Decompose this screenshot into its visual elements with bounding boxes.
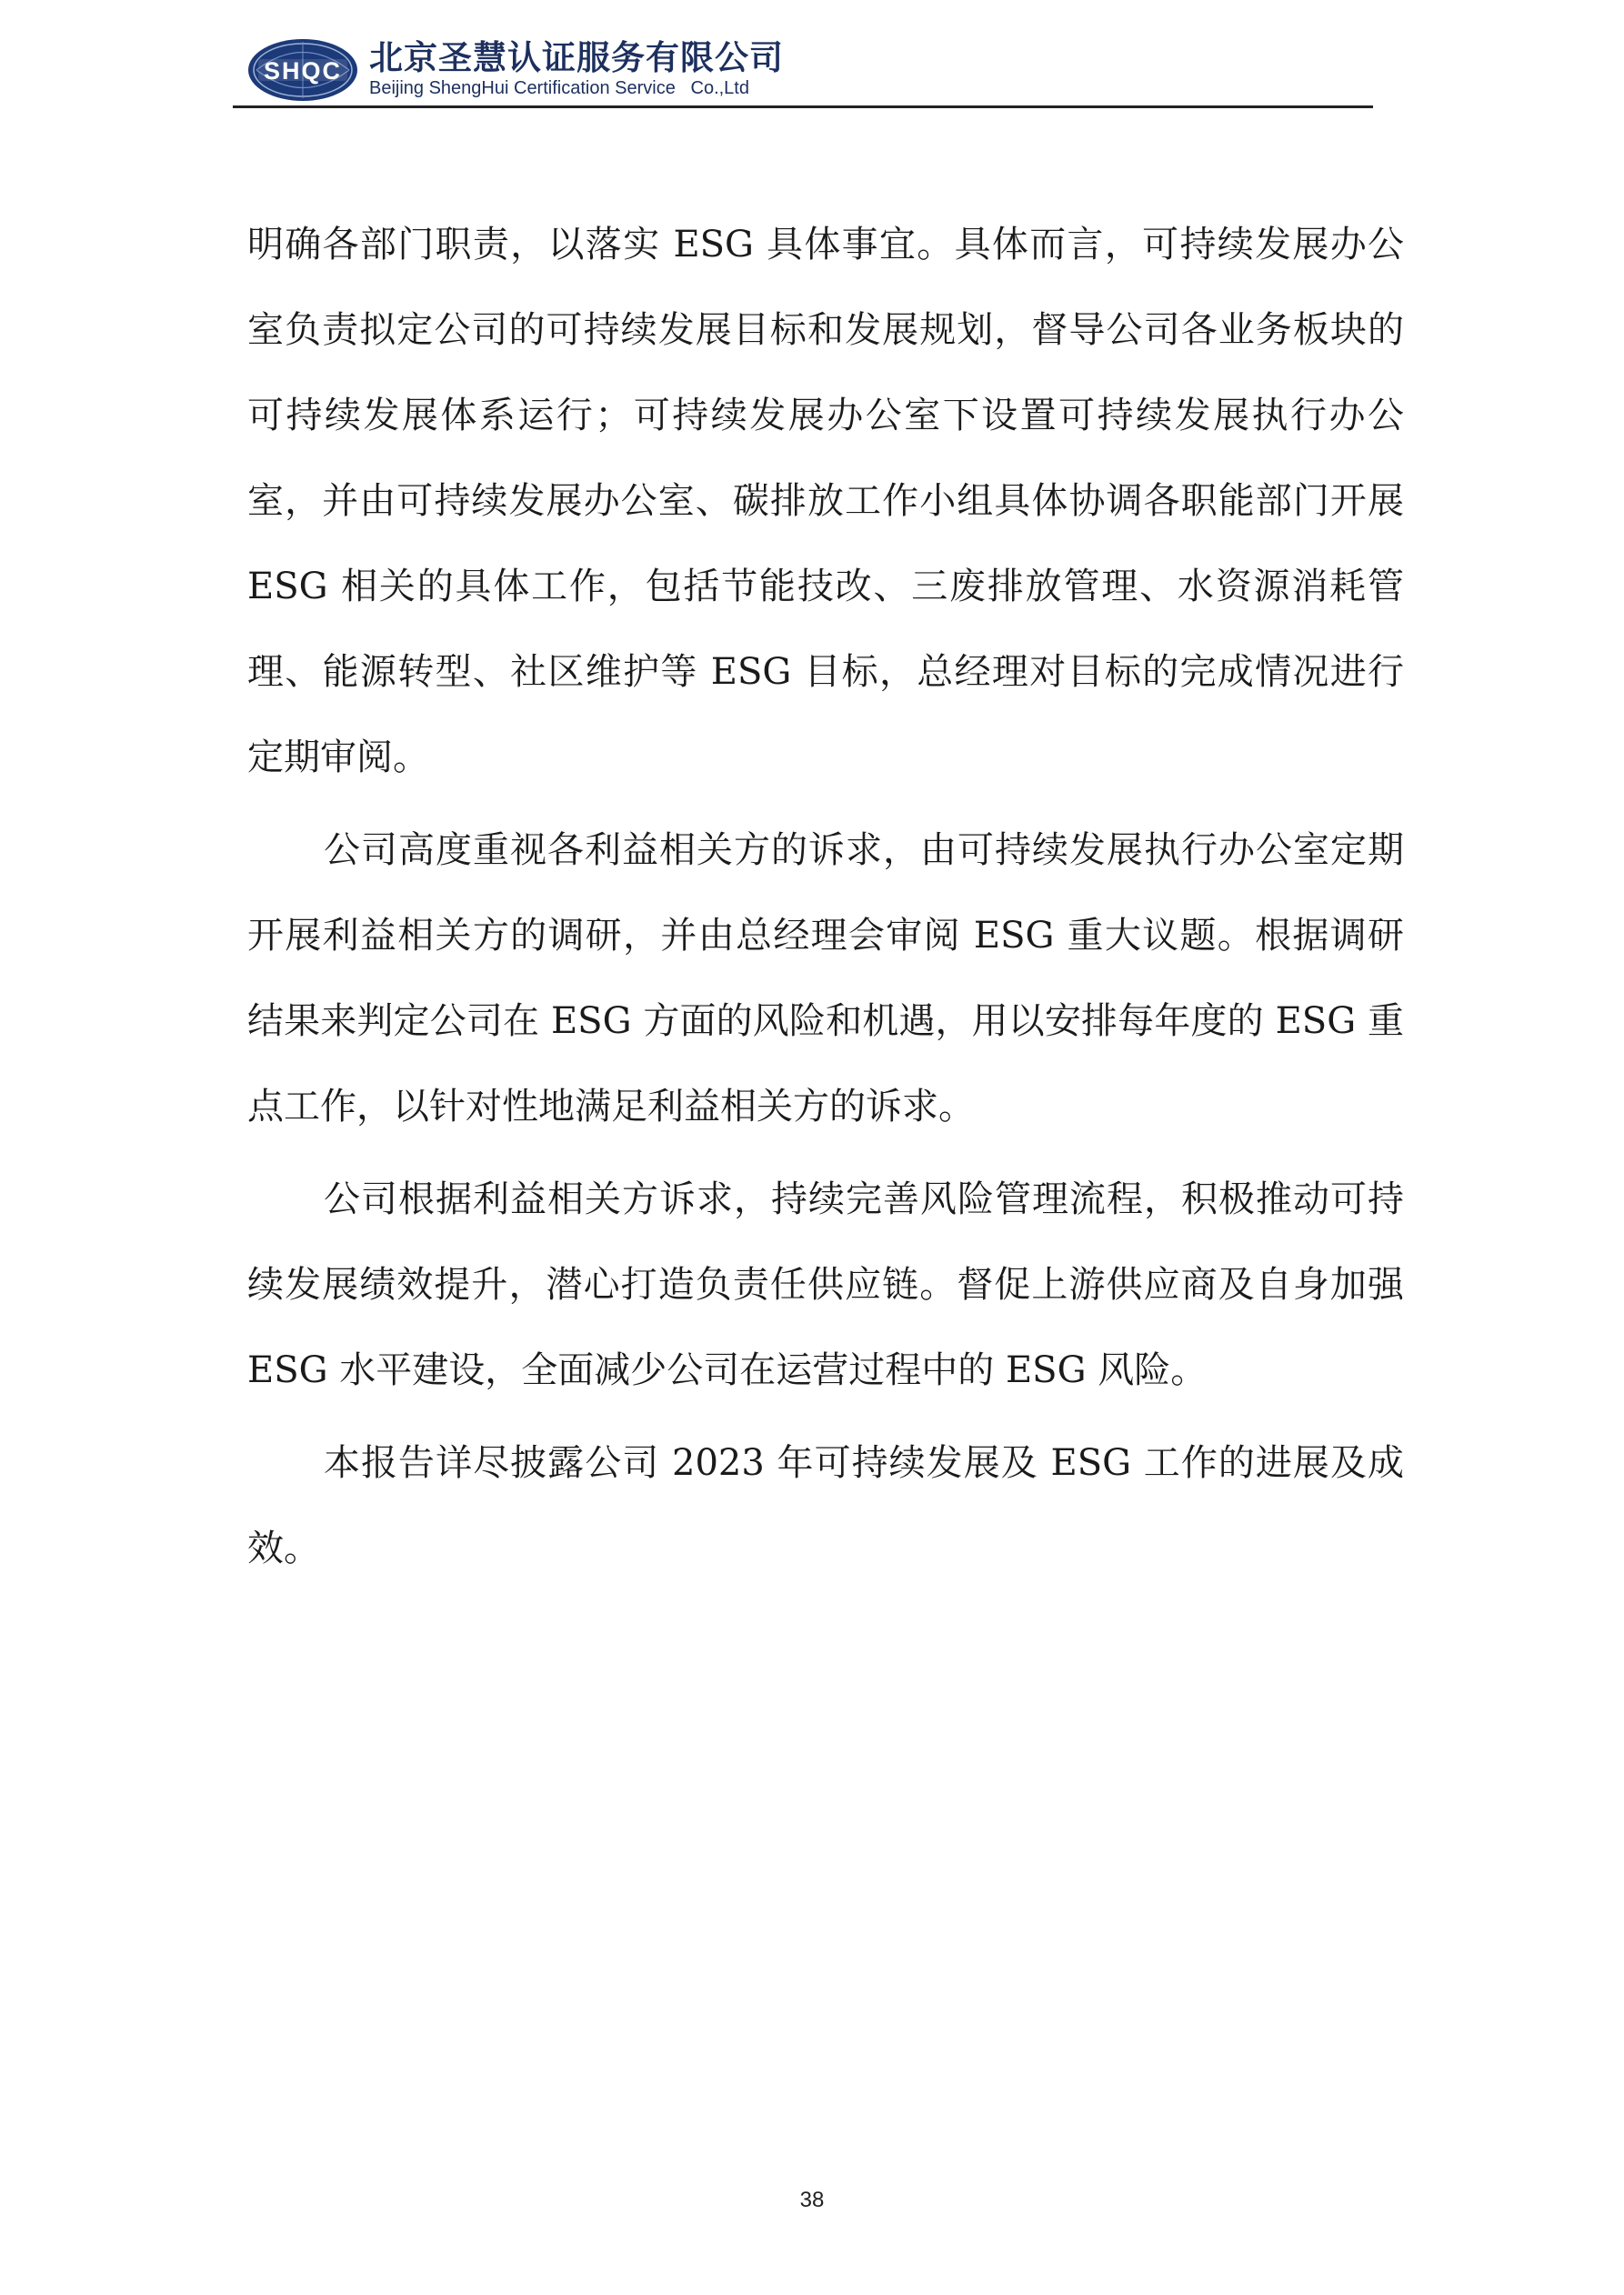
page-number: 38 xyxy=(799,2188,825,2212)
shqc-logo-icon xyxy=(246,36,360,104)
company-name-cn: 北京圣慧认证服务有限公司 xyxy=(369,38,784,77)
company-name-block xyxy=(369,38,784,98)
header-divider xyxy=(233,105,1373,108)
paragraph-1: 明确各部门职责，以落实 ESG 具体事宜。具体而言，可持续发展办公室负责拟定公司的可持续发展目标和发展规划，督导公司各业务板块的可持续发展体系运行；可持续发展办公室下设置可持续发展执行办公室，并由可持续发展办公室、碳排放工作小组具体协调各职能部门开展 ESG 相关的具体工作，包括节能技改、三废排放管理、水资源消耗管理、能源转型、社区维护等 ESG 目标，总经理对目标的完成情况进行定期审阅。 xyxy=(247,224,1404,778)
company-name-en: Beijing ShengHui Certification Service Co.,Ltd xyxy=(369,78,749,98)
page-body xyxy=(247,202,1404,1598)
page-header xyxy=(233,33,1373,107)
svg-text:SHQC: SHQC xyxy=(263,57,343,85)
paragraph-2: 公司高度重视各利益相关方的诉求，由可持续发展执行办公室定期开展利益相关方的调研，并由总经理会审阅 ESG 重大议题。根据调研结果来判定公司在 ESG 方面的风险和机遇，用以安排每年度的 ESG 重点工作，以针对性地满足利益相关方的诉求。 xyxy=(247,829,1404,1127)
paragraph-4: 本报告详尽披露公司 2023 年可持续发展及 ESG 工作的进展及成效。 xyxy=(247,1442,1404,1569)
paragraph-3: 公司根据利益相关方诉求，持续完善风险管理流程，积极推动可持续发展绩效提升，潜心打造负责任供应链。督促上游供应商及自身加强 ESG 水平建设，全面减少公司在运营过程中的 ESG 风险。 xyxy=(247,1178,1404,1391)
